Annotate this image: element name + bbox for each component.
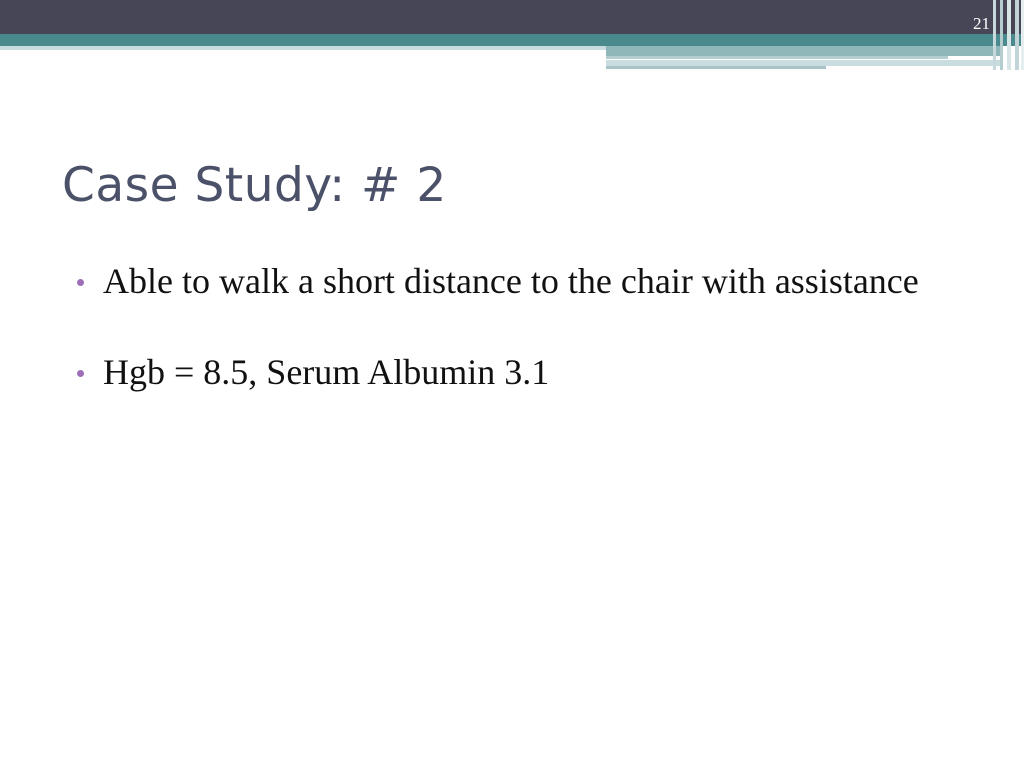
bullet-list: [74, 258, 954, 440]
header-light-stripe: [0, 46, 606, 50]
bullet-item: [74, 349, 954, 395]
slide-number: 21: [973, 14, 990, 33]
header-right-line-lower: [606, 66, 826, 69]
bullet-marker-icon: [77, 370, 84, 377]
edge-accent-bar: [1000, 0, 1003, 70]
bullet-text: Able to walk a short distance to the chair with assistance: [103, 261, 919, 301]
bullet-text: Hgb = 8.5, Serum Albumin 3.1: [103, 352, 550, 392]
bullet-marker-icon: [77, 279, 84, 286]
edge-accent-bar: [1007, 0, 1011, 70]
header-band: [0, 0, 1024, 34]
header-right-accent: [606, 46, 1000, 56]
edge-accent-bar: [993, 0, 996, 70]
bullet-item: [74, 258, 954, 304]
header-right-line: [606, 56, 948, 59]
slide-title: Case Study: # 2: [62, 158, 447, 213]
header-teal-stripe: [0, 34, 1024, 46]
edge-accent-bar: [1015, 0, 1019, 70]
